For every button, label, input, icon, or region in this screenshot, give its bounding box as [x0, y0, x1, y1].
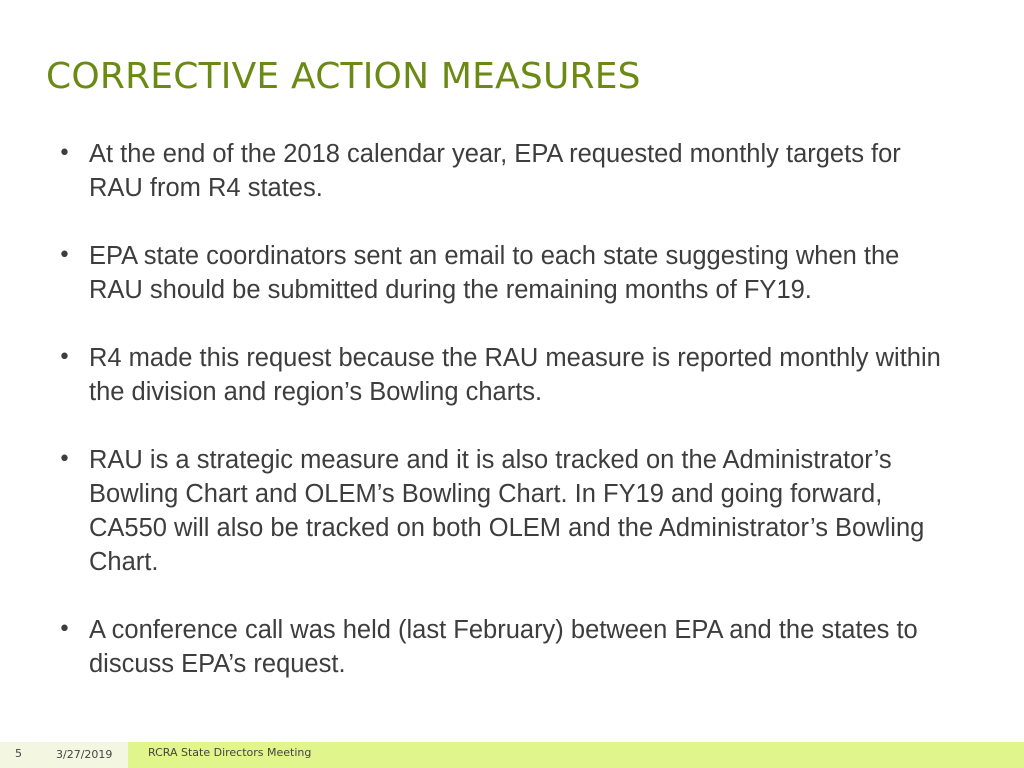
footer-date: 3/27/2019	[56, 748, 113, 761]
bullet-text: At the end of the 2018 calendar year, EPA requested monthly targets for RAU from R4 states.	[89, 140, 901, 202]
bullet-text: RAU is a strategic measure and it is also tracked on the Administrator’s Bowling Chart and OLEM’s Bowling Chart. In FY19 and going forward, CA550 will also be tracked on both OLEM and the Administrator’s Bowling Chart.	[89, 446, 925, 576]
bullet-text: R4 made this request because the RAU measure is reported monthly within the division and region’s Bowling charts.	[89, 344, 941, 406]
footer-left-panel	[0, 742, 128, 768]
bullet-icon: •	[58, 345, 71, 370]
footer-bar	[0, 742, 1024, 768]
bullet-text: A conference call was held (last February) between EPA and the states to discuss EPA’s request.	[89, 616, 918, 678]
bullet-icon: •	[58, 243, 71, 268]
bullet-icon: •	[58, 617, 71, 642]
bullet-item	[58, 137, 958, 205]
footer-title: RCRA State Directors Meeting	[148, 746, 312, 759]
bullet-item	[58, 239, 958, 307]
bullet-icon: •	[58, 141, 71, 166]
bullet-icon: •	[58, 447, 71, 472]
bullet-item	[58, 341, 958, 409]
bullet-item	[58, 443, 958, 579]
slide-title: CORRECTIVE ACTION MEASURES	[46, 56, 641, 97]
bullet-text: EPA state coordinators sent an email to each state suggesting when the RAU should be submitted during the remaining months of FY19.	[89, 242, 900, 304]
bullet-item	[58, 613, 958, 681]
bullet-list	[58, 137, 958, 681]
page-number: 5	[15, 747, 22, 760]
